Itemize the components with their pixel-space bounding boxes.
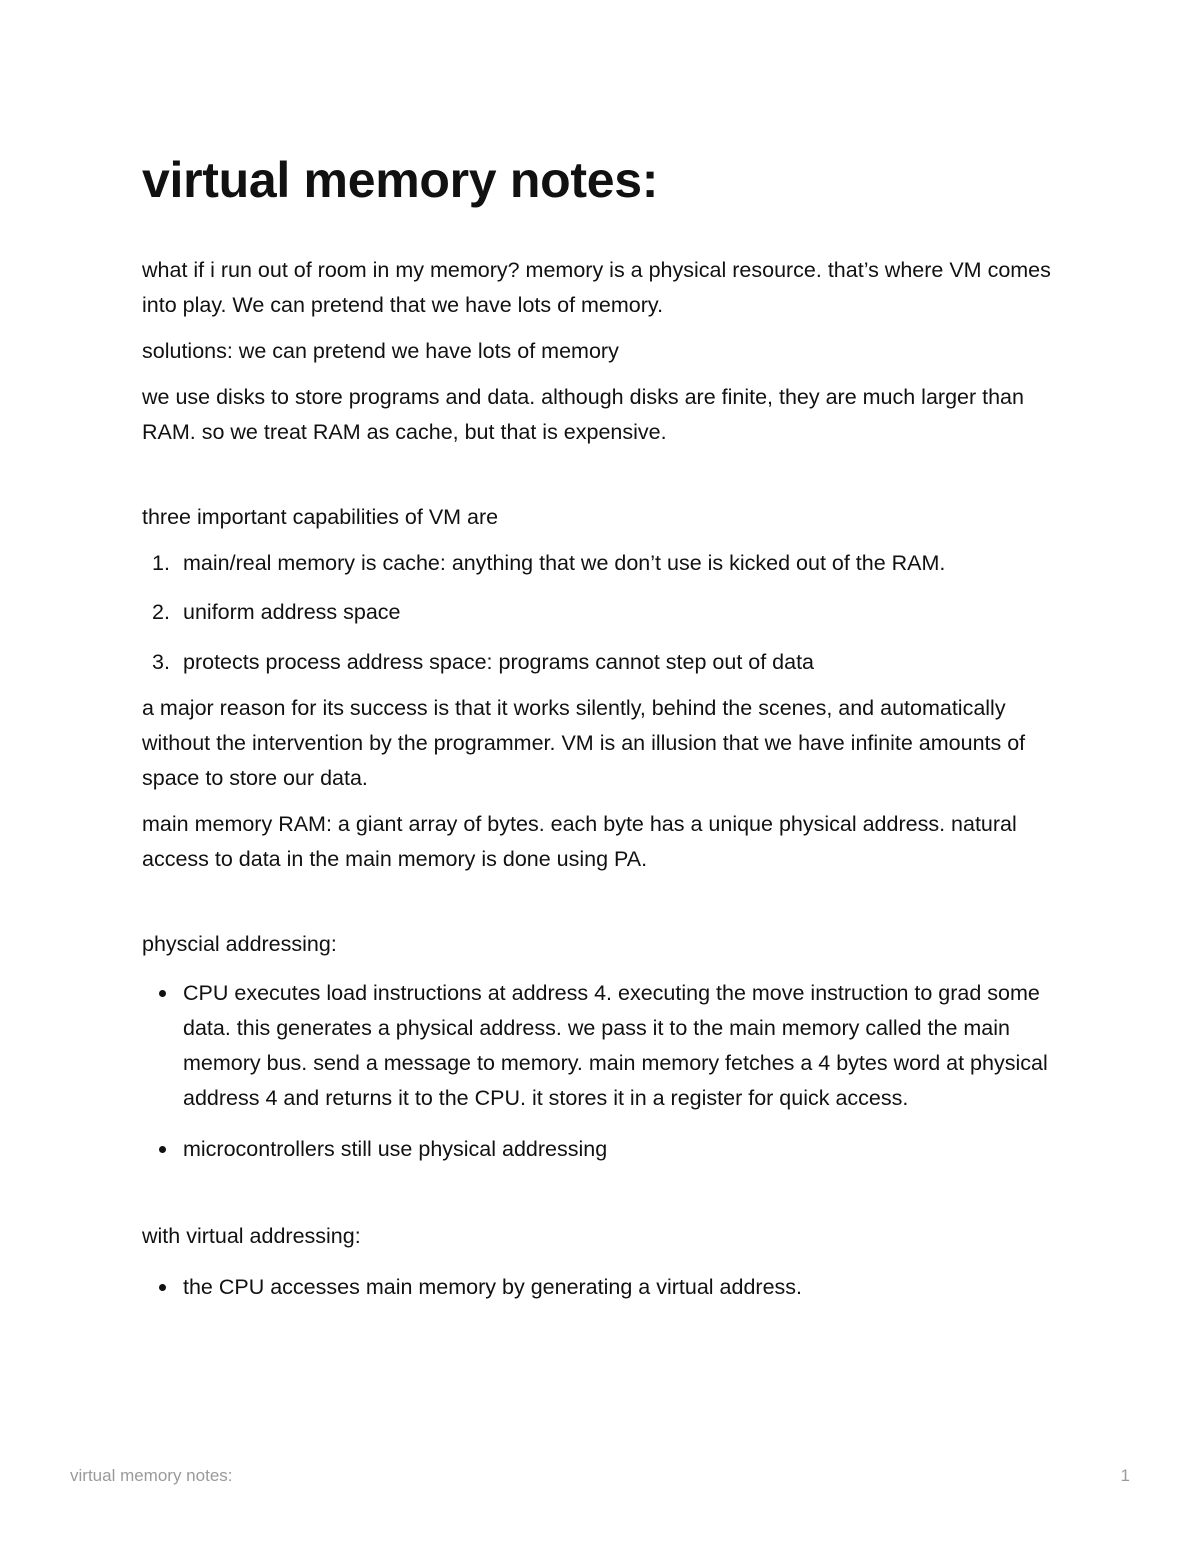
disks-paragraph: we use disks to store programs and data. although disks are finite, they are much larger than RAM. so we treat RAM as cache, but that is expensive.	[142, 385, 1024, 444]
bullet-icon	[159, 1146, 166, 1153]
document-content	[142, 150, 1062, 1305]
virtual-addressing-heading: with virtual addressing:	[142, 1224, 361, 1248]
list-number: 3.	[152, 650, 170, 674]
ram-paragraph: main memory RAM: a giant array of bytes. each byte has a unique physical address. natural access to data in the main memory is done using PA.	[142, 812, 1017, 871]
list-item-text: the CPU accesses main memory by generating a virtual address.	[183, 1275, 802, 1299]
footer-document-title: virtual memory notes:	[70, 1466, 233, 1485]
list-item	[142, 1132, 1062, 1167]
list-item-text: uniform address space	[183, 600, 401, 624]
capabilities-heading: three important capabilities of VM are	[142, 505, 499, 529]
list-number: 2.	[152, 600, 170, 624]
bullet-icon	[159, 990, 166, 997]
bullet-icon	[159, 1284, 166, 1291]
list-number: 1.	[152, 551, 170, 575]
list-item	[142, 595, 1062, 630]
success-paragraph: a major reason for its success is that it works silently, behind the scenes, and automatically without the intervention by the programmer. VM is an illusion that we have infinite amounts of space to store our data.	[142, 696, 1026, 790]
list-item-text: CPU executes load instructions at address 4. executing the move instruction to grad some data. this generates a physical address. we pass it to the main memory called the main memory bus. send a message to memory. main memory fetches a 4 bytes word at physical address 4 and returns it to the CPU. it stores it in a register for quick access.	[183, 981, 1048, 1110]
page-title: virtual memory notes:	[142, 152, 659, 208]
list-item	[142, 546, 1062, 581]
physical-addressing-list	[142, 976, 1062, 1167]
list-item-text: microcontrollers still use physical addressing	[183, 1137, 608, 1161]
list-item	[142, 645, 1062, 680]
list-item-text: protects process address space: programs cannot step out of data	[183, 650, 815, 674]
capabilities-list	[142, 546, 1062, 680]
list-item-text: main/real memory is cache: anything that we don’t use is kicked out of the RAM.	[183, 551, 946, 575]
intro-paragraph: what if i run out of room in my memory? memory is a physical resource. that’s where VM comes into play. We can pretend that we have lots of memory.	[142, 258, 1051, 317]
list-item	[142, 976, 1062, 1116]
footer-page-number: 1	[1120, 1466, 1130, 1485]
physical-addressing-heading: physcial addressing:	[142, 932, 337, 956]
list-item	[142, 1270, 1062, 1305]
virtual-addressing-list	[142, 1270, 1062, 1305]
solutions-paragraph: solutions: we can pretend we have lots of memory	[142, 339, 619, 363]
